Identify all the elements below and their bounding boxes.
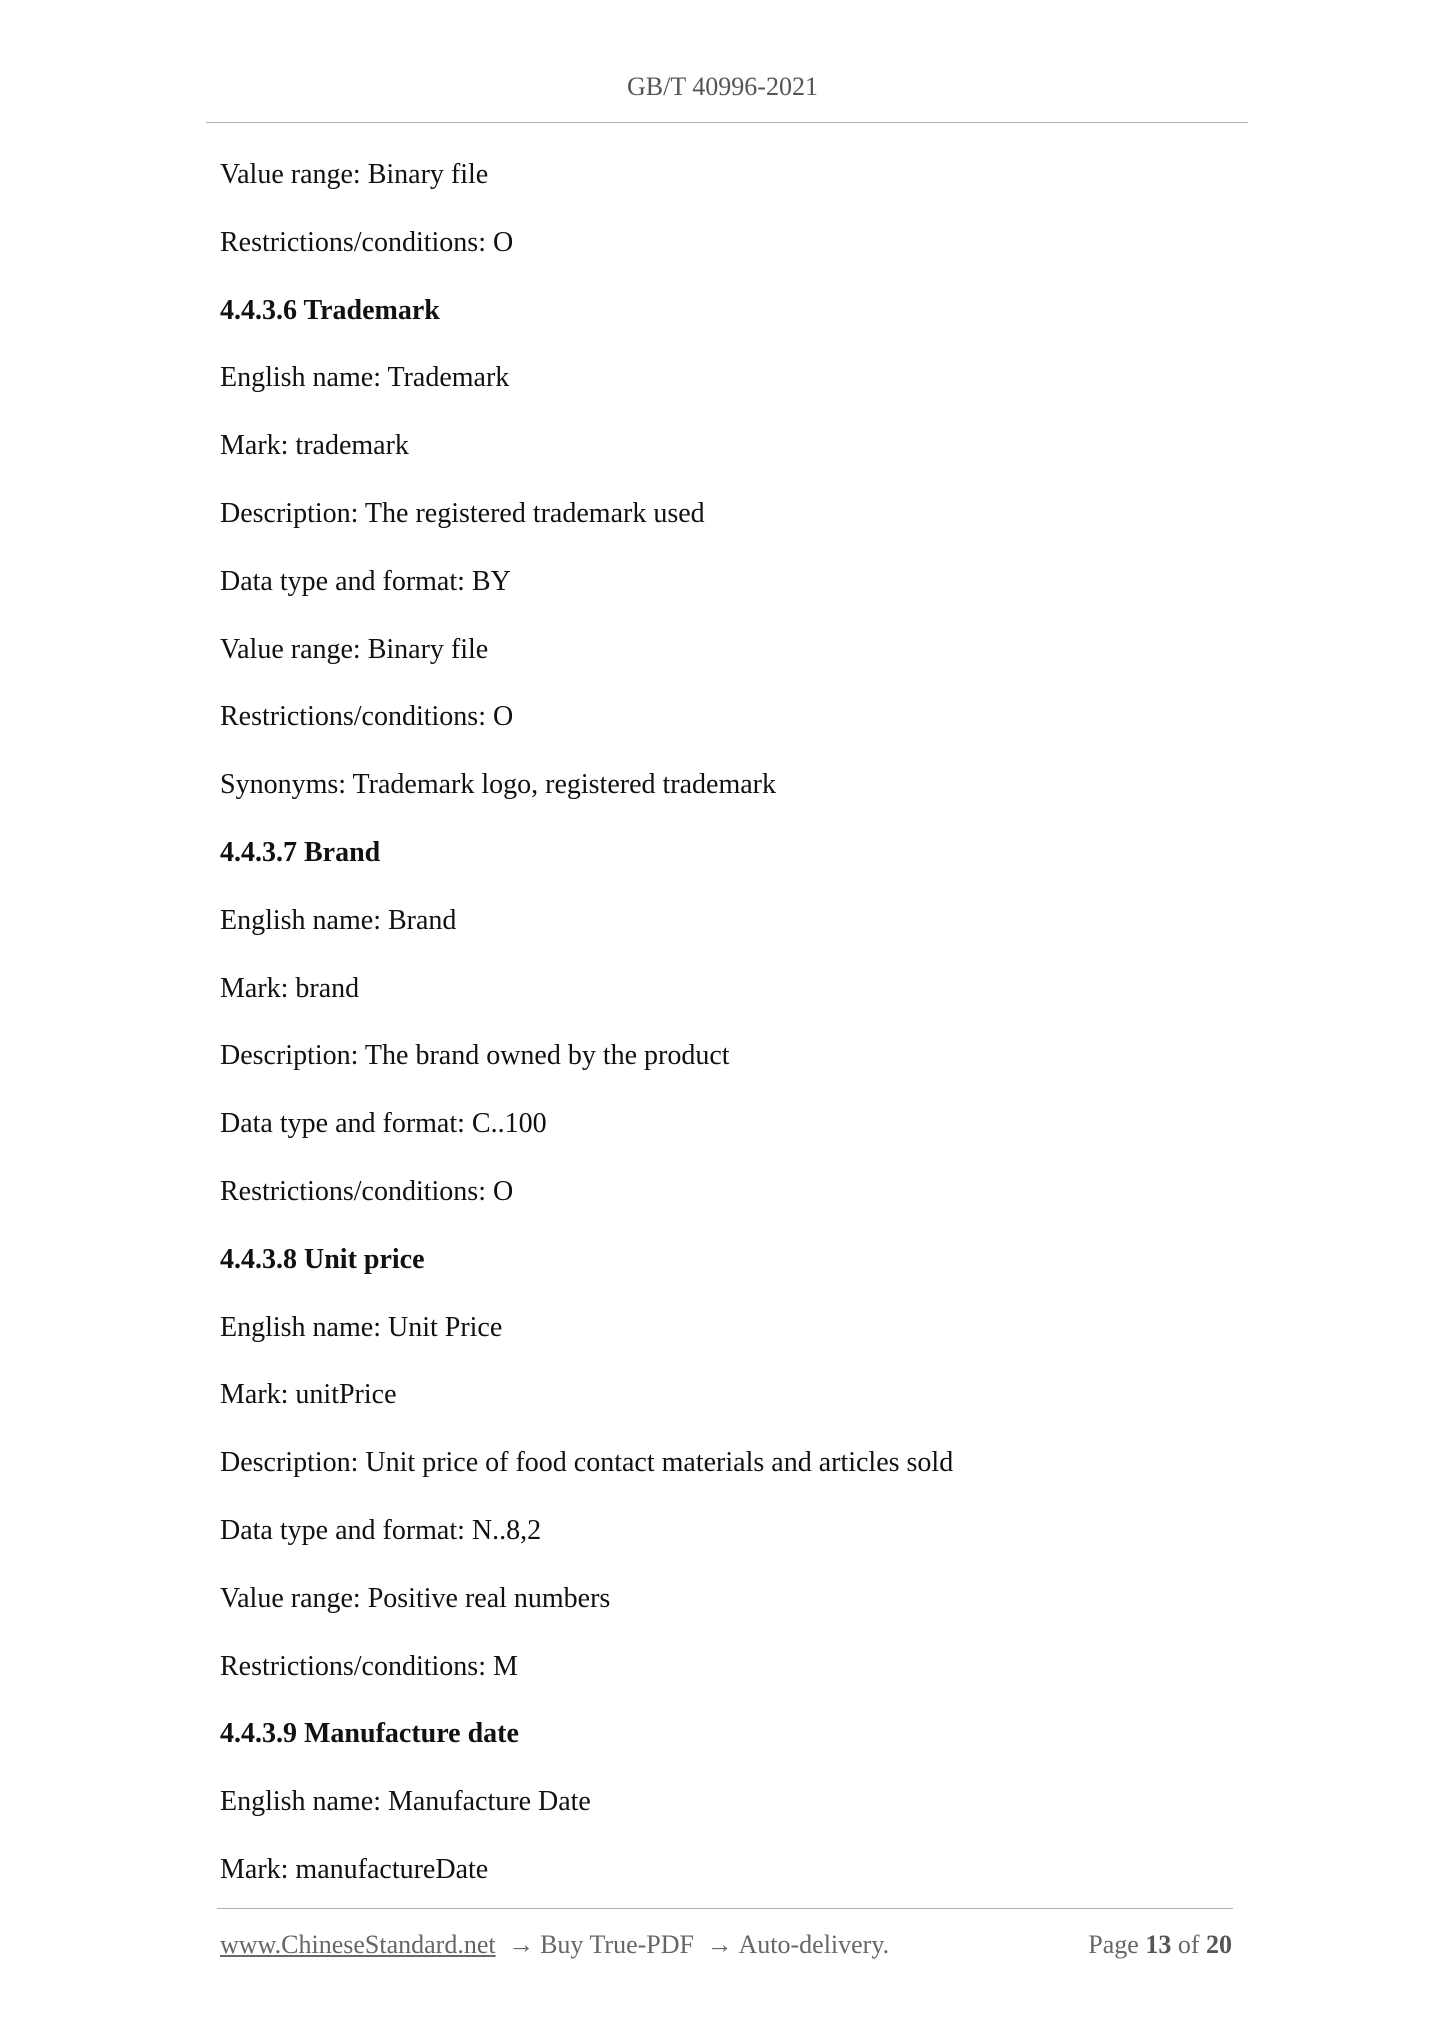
section-heading: 4.4.3.9 Manufacture date xyxy=(220,1718,519,1749)
footer-promo xyxy=(220,1928,889,1962)
field-line: Restrictions/conditions: O xyxy=(220,227,514,258)
website-link[interactable]: www.ChineseStandard.net xyxy=(220,1930,496,1959)
field-line: Description: The brand owned by the product xyxy=(220,1040,730,1071)
page-indicator xyxy=(1088,1928,1232,1962)
field-line: Data type and format: BY xyxy=(220,566,511,597)
page-current: 13 xyxy=(1145,1930,1172,1959)
page-header: GB/T 40996-2021 xyxy=(627,72,818,101)
footer-divider xyxy=(217,1908,1233,1909)
page-total: 20 xyxy=(1206,1930,1232,1959)
arrow-right-icon: → xyxy=(508,1930,535,1959)
field-line: Restrictions/conditions: M xyxy=(220,1651,518,1682)
field-line: English name: Manufacture Date xyxy=(220,1786,591,1817)
field-line: Value range: Positive real numbers xyxy=(220,1583,611,1614)
field-line: Description: Unit price of food contact materials and articles sold xyxy=(220,1447,954,1478)
field-line: English name: Unit Price xyxy=(220,1312,503,1343)
field-line: Value range: Binary file xyxy=(220,634,489,665)
field-line: Mark: unitPrice xyxy=(220,1379,397,1410)
field-line: Restrictions/conditions: O xyxy=(220,701,514,732)
field-line: English name: Brand xyxy=(220,905,457,936)
field-line: Mark: manufactureDate xyxy=(220,1854,489,1885)
field-line: Data type and format: N..8,2 xyxy=(220,1515,542,1546)
field-line: Value range: Binary file xyxy=(220,159,489,190)
header-divider xyxy=(206,122,1248,123)
section-heading: 4.4.3.8 Unit price xyxy=(220,1244,425,1275)
field-line: English name: Trademark xyxy=(220,362,510,393)
page-label: Page xyxy=(1088,1930,1139,1959)
field-line: Mark: trademark xyxy=(220,430,409,461)
section-heading: 4.4.3.6 Trademark xyxy=(220,295,440,326)
arrow-right-icon: → xyxy=(706,1930,733,1959)
field-line: Data type and format: C..100 xyxy=(220,1108,547,1139)
auto-delivery-text: Auto-delivery. xyxy=(738,1930,890,1959)
of-label: of xyxy=(1177,1930,1200,1959)
buy-true-pdf-text: Buy True-PDF xyxy=(540,1930,694,1959)
section-heading: 4.4.3.7 Brand xyxy=(220,837,381,868)
field-line: Restrictions/conditions: O xyxy=(220,1176,514,1207)
field-line: Mark: brand xyxy=(220,973,360,1004)
field-line: Description: The registered trademark used xyxy=(220,498,705,529)
field-line: Synonyms: Trademark logo, registered trademark xyxy=(220,769,777,800)
